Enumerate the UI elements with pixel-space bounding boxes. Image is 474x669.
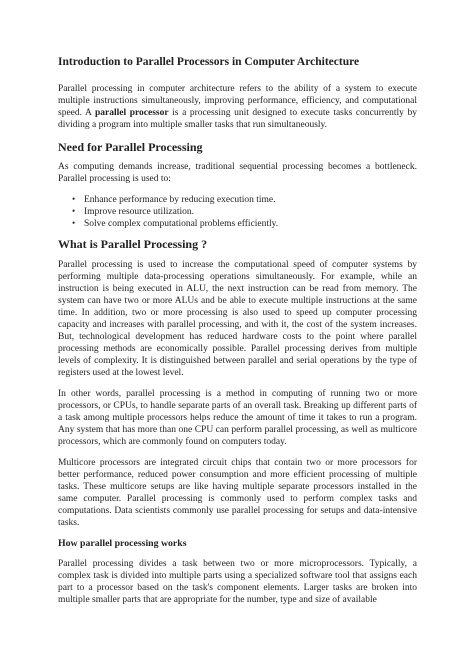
bullet-icon: • (72, 206, 76, 216)
p1-line: Parallel processing is used to increase the computational speed of computer systems by (58, 260, 417, 270)
p1-line: capacity and increases with parallel processing, and with it, the cost of the system increases. (58, 320, 417, 330)
need-line-1: As computing demands increase, traditional sequential processing becomes a bottleneck. (58, 162, 417, 172)
bullet-item: Improve resource utilization. (84, 207, 195, 217)
p4-line: multiple smaller parts that are appropriate for the number, type and size of available (58, 595, 377, 605)
p2-line: Any system that has more than one CPU can perform parallel processing, as well as multicore (58, 425, 417, 435)
p1-line: instruction is being executed in ALU, the next instruction can be read from memory. The (58, 284, 417, 294)
p1-line: time. In addition, two or more processing is also used to speed up computer processing (58, 308, 417, 318)
p3-line: better performance, reduced power consumption and more efficient processing of multiple (58, 470, 417, 480)
p1-line: system can have two or more ALUs and be able to execute multiple instructions at the same (58, 296, 417, 306)
p3-line: tasks. These multicore setups are like having multiple separate processors installed in the (58, 482, 417, 492)
parallel-processor-term: parallel processor (94, 108, 169, 118)
heading-what: What is Parallel Processing ? (58, 237, 208, 251)
p2-line: processors, which are commonly found on computers today. (58, 437, 287, 447)
intro-line-4: dividing a program into multiple smaller tasks that run simultaneously. (58, 120, 328, 130)
p3-line: Multicore processors are integrated circuit chips that contain two or more processors for (58, 458, 417, 468)
p1-line: levels of complexity. It is distinguished between parallel and serial operations by the type of (58, 356, 417, 366)
p4-line: part to a processor based on the task's component elements. Larger tasks are broken into (58, 583, 417, 593)
bullet-icon: • (72, 194, 76, 204)
p1-line: But, technological development has reduced hardware costs to the point where parallel (58, 332, 417, 342)
bullet-item: Solve complex computational problems efficiently. (84, 219, 279, 229)
intro-line-3: speed. A parallel processor is a processing unit designed to execute tasks concurrently by (58, 108, 417, 118)
p3-line: computations. Data scientists commonly use parallel processing for setups and data-intensive (58, 506, 417, 516)
p4-line: complex task is divided into multiple parts using a specialized software tool that assigns each (58, 571, 417, 581)
need-line-2: Parallel processing is used to: (58, 174, 171, 184)
p2-line: In other words, parallel processing is a method in computing of running two or more (58, 389, 417, 399)
heading-need: Need for Parallel Processing (58, 140, 203, 154)
p3-line: same computer. Parallel processing is commonly used to perform complex tasks and (58, 494, 417, 504)
p2-line: processors, or CPUs, to handle separate parts of an overall task. Breaking up different parts of (58, 401, 417, 411)
bullet-item: Enhance performance by reducing execution time. (84, 195, 276, 205)
heading-how: How parallel processing works (58, 538, 187, 549)
intro-line-2: multiple instructions simultaneously, improving performance, efficiency, and computational (58, 96, 417, 106)
p1-line: registers used at the lowest level. (58, 368, 184, 378)
bullet-icon: • (72, 218, 76, 228)
p1-line: performing multiple data-processing operations simultaneously. For example, while an (58, 272, 417, 282)
document-title: Introduction to Parallel Processors in Computer Architecture (58, 56, 360, 68)
p1-line: processing methods are economically possible. Parallel processing derives from multiple (58, 344, 417, 354)
intro-line-1: Parallel processing in computer architecture refers to the ability of a system to execute (58, 84, 417, 94)
p2-line: a task among multiple processors helps reduce the amount of time it takes to run a program. (58, 413, 417, 423)
p4-line: Parallel processing divides a task between two or more microprocessors. Typically, a (58, 559, 417, 569)
p3-line: tasks. (58, 518, 80, 528)
